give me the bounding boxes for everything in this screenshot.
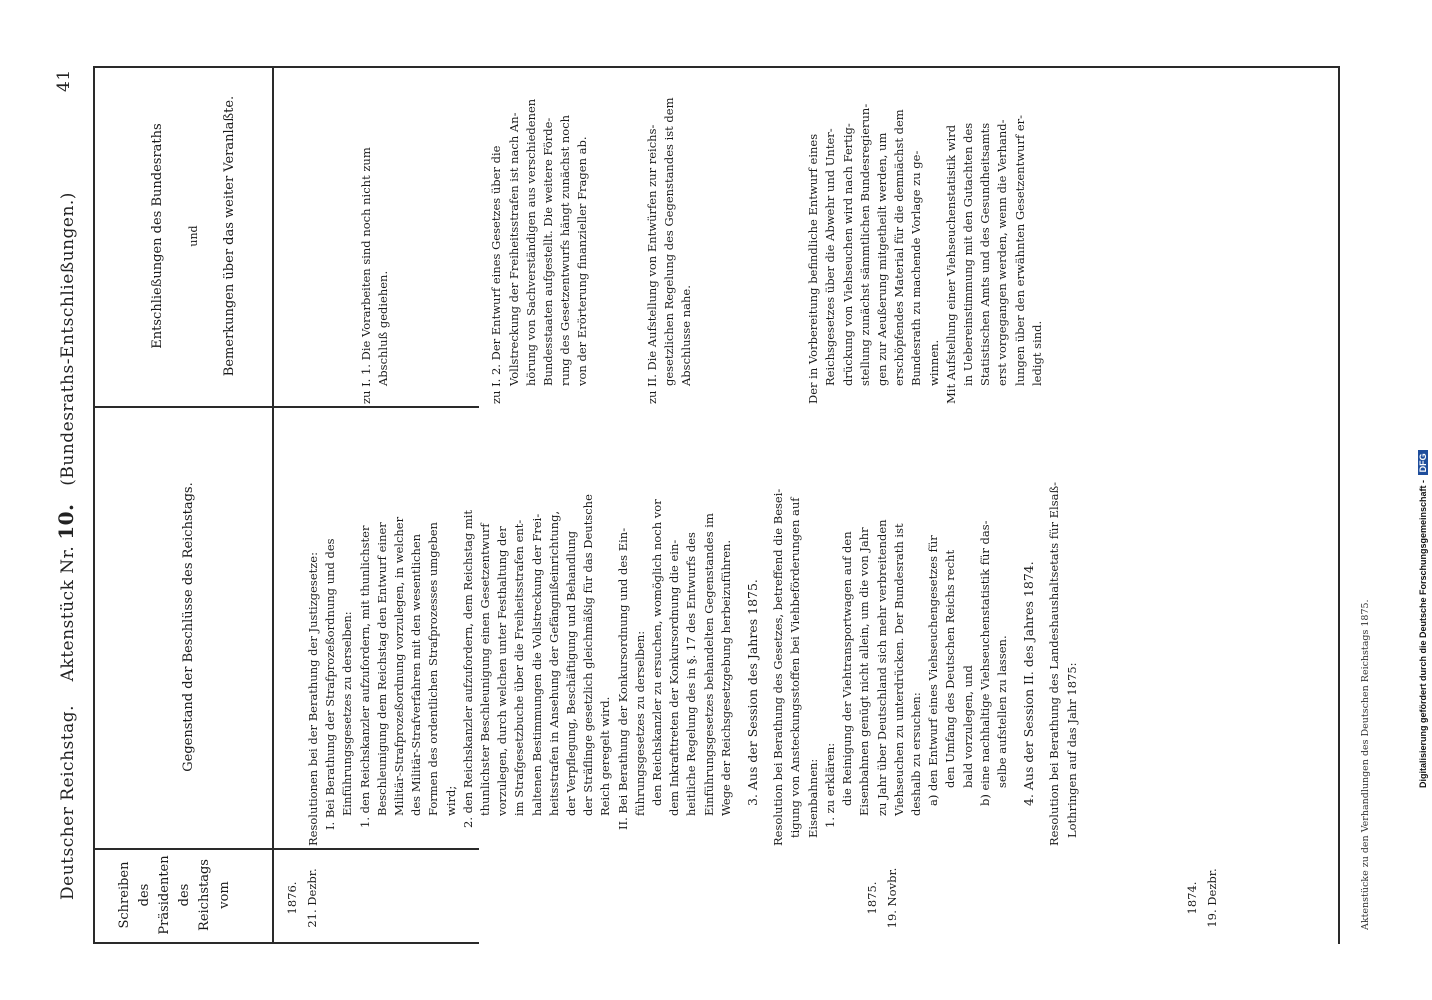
decision-line: Abschluß gediehen. bbox=[376, 270, 391, 386]
subject-line: bald vorzulegen, und bbox=[960, 665, 975, 788]
header-paren: (Bundesraths-Entschließungen.) bbox=[58, 192, 78, 486]
col1-line: des bbox=[137, 883, 152, 907]
date-day: 19. Dezbr. bbox=[1205, 868, 1219, 928]
page-number: 41 bbox=[54, 69, 74, 92]
digitization-text: Digitalisierung gefördert durch die Deutsche Forschungsgemeinschaft - bbox=[1418, 479, 1428, 788]
subject-line: der Sträflinge gesetzlich gleichmäßig für das Deutsche bbox=[581, 494, 596, 816]
subject-line: 1. den Reichskanzler aufzufordern, mit thunlichster bbox=[357, 525, 372, 828]
bottom-rule bbox=[93, 942, 479, 944]
subject-line: Lothringen auf das Jahr 1875: bbox=[1064, 662, 1079, 838]
date-entry-3 bbox=[1182, 856, 1222, 940]
col3-header bbox=[140, 66, 248, 406]
date-day: 21. Dezbr. bbox=[305, 868, 319, 928]
decision-line: hörung von Sachverständigen aus verschiedenen bbox=[523, 98, 538, 386]
decision-line: gen zur Aeußerung mitgetheilt werden, um bbox=[875, 132, 890, 386]
header-rule-top bbox=[93, 66, 1338, 68]
date-year: 1875. bbox=[865, 881, 879, 915]
section-heading: 3. Aus der Session des Jahres 1875. bbox=[745, 579, 761, 806]
subject-line: thunlichster Beschleunigung einen Gesetzentwurf bbox=[478, 523, 493, 816]
subject-line: Resolutionen bei der Berathung der Justizgesetze: bbox=[306, 552, 320, 846]
subject-line: II. Bei Berathung der Konkursordnung und des Ein- bbox=[615, 527, 630, 830]
decision-line: Mit Aufstellung einer Viehseuchenstatistik wird bbox=[943, 124, 958, 404]
decision-line: in Uebereinstimmung mit den Gutachten des bbox=[961, 122, 976, 386]
subject-line: Eisenbahnen genügt nicht allein, um die von Jahr bbox=[857, 527, 872, 816]
running-header bbox=[54, 192, 78, 900]
date-year: 1874. bbox=[1185, 881, 1199, 915]
decision-line: Abschlusse nahe. bbox=[679, 285, 694, 386]
subject-line: führungsgesetzes zu derselben: bbox=[632, 630, 647, 816]
date-entry-2 bbox=[862, 856, 902, 940]
decision-line: Der in Vorbereitung befindliche Entwurf eines bbox=[806, 133, 821, 404]
subject-line: den Umfang des Deutschen Reichs recht bbox=[943, 549, 958, 788]
header-left: Deutscher Reichstag. bbox=[58, 705, 78, 900]
date-day: 19. Novbr. bbox=[885, 867, 899, 929]
date-entry-1 bbox=[282, 856, 322, 940]
subject-line: Viehseuchen zu unterdrücken. Der Bundesrath ist bbox=[891, 523, 906, 816]
col3-line: und bbox=[187, 225, 200, 247]
subject-line: Resolution bei Berathung des Landeshaushaltsetats für Elsaß- bbox=[1047, 481, 1062, 846]
header-akten: Aktenstück Nr. bbox=[58, 545, 78, 682]
col1-line: des bbox=[177, 883, 192, 907]
decision-line: Bundesrath zu machende Vorlage zu ge- bbox=[909, 150, 924, 386]
subject-line: Wege der Reichsgesetzgebung herbeizuführen. bbox=[718, 539, 733, 816]
subject-line: heitliche Regelung des in §. 17 des Entwurfs des bbox=[684, 532, 699, 816]
subject-line: selbe aufstellen zu lassen. bbox=[994, 635, 1009, 788]
decisions-column bbox=[358, 98, 1046, 405]
decision-line: lungen über den erwähnten Gesetzentwurf er- bbox=[1012, 114, 1027, 386]
col1-header bbox=[115, 848, 235, 942]
decision-line: erschöpfendes Material für die demnächst dem bbox=[892, 109, 907, 386]
subject-line: Eisenbahnen: bbox=[805, 758, 820, 838]
decision-line: zu I. 1. Die Vorarbeiten sind noch nicht zum bbox=[359, 147, 373, 404]
col1-line: Präsidenten bbox=[157, 855, 172, 935]
subject-line: Reich geregelt wird. bbox=[598, 696, 613, 816]
decision-line: Reichsgesetzes über die Abwehr und Unter- bbox=[823, 128, 838, 386]
col2-header: Gegenstand der Beschlüsse des Reichstags. bbox=[181, 482, 196, 772]
decision-line: stellung zunächst sämmtlichen Bundesregierun- bbox=[857, 103, 872, 386]
subject-line: der Verpflegung, Beschäftigung und Behandlung bbox=[564, 530, 579, 816]
decision-line: Bundesstaaten aufgestellt. Die weitere Förde- bbox=[541, 117, 556, 386]
subject-line: Einführungsgesetzes zu derselben: bbox=[340, 611, 355, 816]
col1-line: Schreiben bbox=[117, 861, 132, 929]
col1-line: Reichstags bbox=[197, 859, 212, 931]
outer-left-rule bbox=[93, 66, 95, 944]
subject-line: wird; bbox=[443, 785, 458, 816]
decision-line: drückung von Viehseuchen wird nach Fertig- bbox=[840, 123, 855, 386]
decision-line: rung des Gesetzentwurfs hängt zunächst noch bbox=[558, 114, 573, 386]
decision-line: ledigt sind. bbox=[1029, 320, 1044, 386]
subject-line: Formen des ordentlichen Strafprozesses umgeben bbox=[426, 522, 441, 816]
subject-line: 1. zu erklären: bbox=[822, 742, 837, 828]
dfg-logo: DFG bbox=[1418, 450, 1428, 475]
subject-line: Einführungsgesetzes behandelten Gegenstandes im bbox=[701, 513, 716, 816]
decision-line: zu I. 2. Der Entwurf eines Gesetzes über die bbox=[489, 145, 504, 404]
subject-line: vorzulegen, durch welchen unter Festhaltung der bbox=[495, 526, 510, 816]
decision-line: gesetzlichen Regelung des Gegenstandes ist dem bbox=[661, 97, 676, 386]
decision-line: Statistischen Amts und des Gesundheitsamts bbox=[978, 122, 993, 386]
subject-line: deshalb zu ersuchen: bbox=[908, 692, 923, 816]
decision-line: erst vorgegangen werden, wenn die Verhand- bbox=[995, 119, 1010, 386]
col3-line: Entschließungen des Bundesraths bbox=[150, 123, 165, 349]
header-number: 10. bbox=[54, 503, 78, 540]
decision-line: winnen. bbox=[926, 339, 941, 386]
subject-line: den Reichskanzler zu ersuchen, womöglich noch vor bbox=[650, 499, 665, 806]
subject-line: die Reinigung der Viehtransportwagen auf den bbox=[840, 531, 855, 806]
decision-line: von der Erörterung finanzieller Fragen ab. bbox=[575, 136, 590, 386]
digitization-note bbox=[1418, 450, 1428, 788]
date-year: 1876. bbox=[285, 881, 299, 915]
subject-line: heitsstrafen in Ansehung der Gefängnißeinrichtung, bbox=[546, 510, 561, 816]
footer-note-visible: Aktenstücke zu den Verhandlungen des Deutschen Reichstags 1875. bbox=[1360, 599, 1371, 930]
subject-column bbox=[305, 482, 1081, 846]
subject-line: a) den Entwurf eines Viehseuchengesetzes für bbox=[926, 535, 941, 806]
subject-line: tigung von Ansteckungsstoffen bei Viehbeförderungen auf bbox=[788, 497, 803, 838]
col3-line: Bemerkungen über das weiter Veranlaßte. bbox=[222, 95, 237, 377]
subject-line: des Militär-Strafverfahren mit den wesentlichen bbox=[409, 533, 424, 816]
col-rule-1 bbox=[272, 66, 274, 944]
subject-line: b) eine nachhaltige Viehseuchenstatistik für das- bbox=[977, 520, 992, 806]
subject-line: dem Inkrafttreten der Konkursordnung die ein- bbox=[667, 539, 682, 816]
subject-line: haltenen Bestimmungen die Vollstreckung der Frei- bbox=[529, 513, 544, 816]
subject-line: zu Jahr über Deutschland sich mehr verbreitenden bbox=[874, 519, 889, 816]
subject-line: 2. den Reichskanzler aufzufordern, dem Reichstag mit bbox=[460, 509, 475, 828]
header-rule-bottom bbox=[1338, 66, 1340, 944]
col1-line: vom bbox=[217, 881, 232, 909]
subject-line: Resolution bei Berathung des Gesetzes, betreffend die Besei- bbox=[771, 488, 786, 846]
section-heading: 4. Aus der Session II. des Jahres 1874. bbox=[1021, 561, 1037, 806]
subject-line: im Strafgesetzbuche über die Freiheitsstrafen ent- bbox=[512, 519, 527, 816]
decision-line: Vollstreckung der Freiheitsstrafen ist nach An- bbox=[506, 112, 521, 386]
subject-line: Beschleunigung dem Reichstag den Entwurf einer bbox=[374, 522, 389, 816]
subject-line: Militär-Strafprozeßordnung vorzulegen, in welcher bbox=[392, 516, 407, 816]
col-rule-subject-decision bbox=[93, 406, 479, 408]
subject-line: I. Bei Berathung der Strafprozeßordnung und des bbox=[323, 538, 338, 830]
decision-line: zu II. Die Aufstellung von Entwürfen zur reichs- bbox=[644, 124, 659, 404]
